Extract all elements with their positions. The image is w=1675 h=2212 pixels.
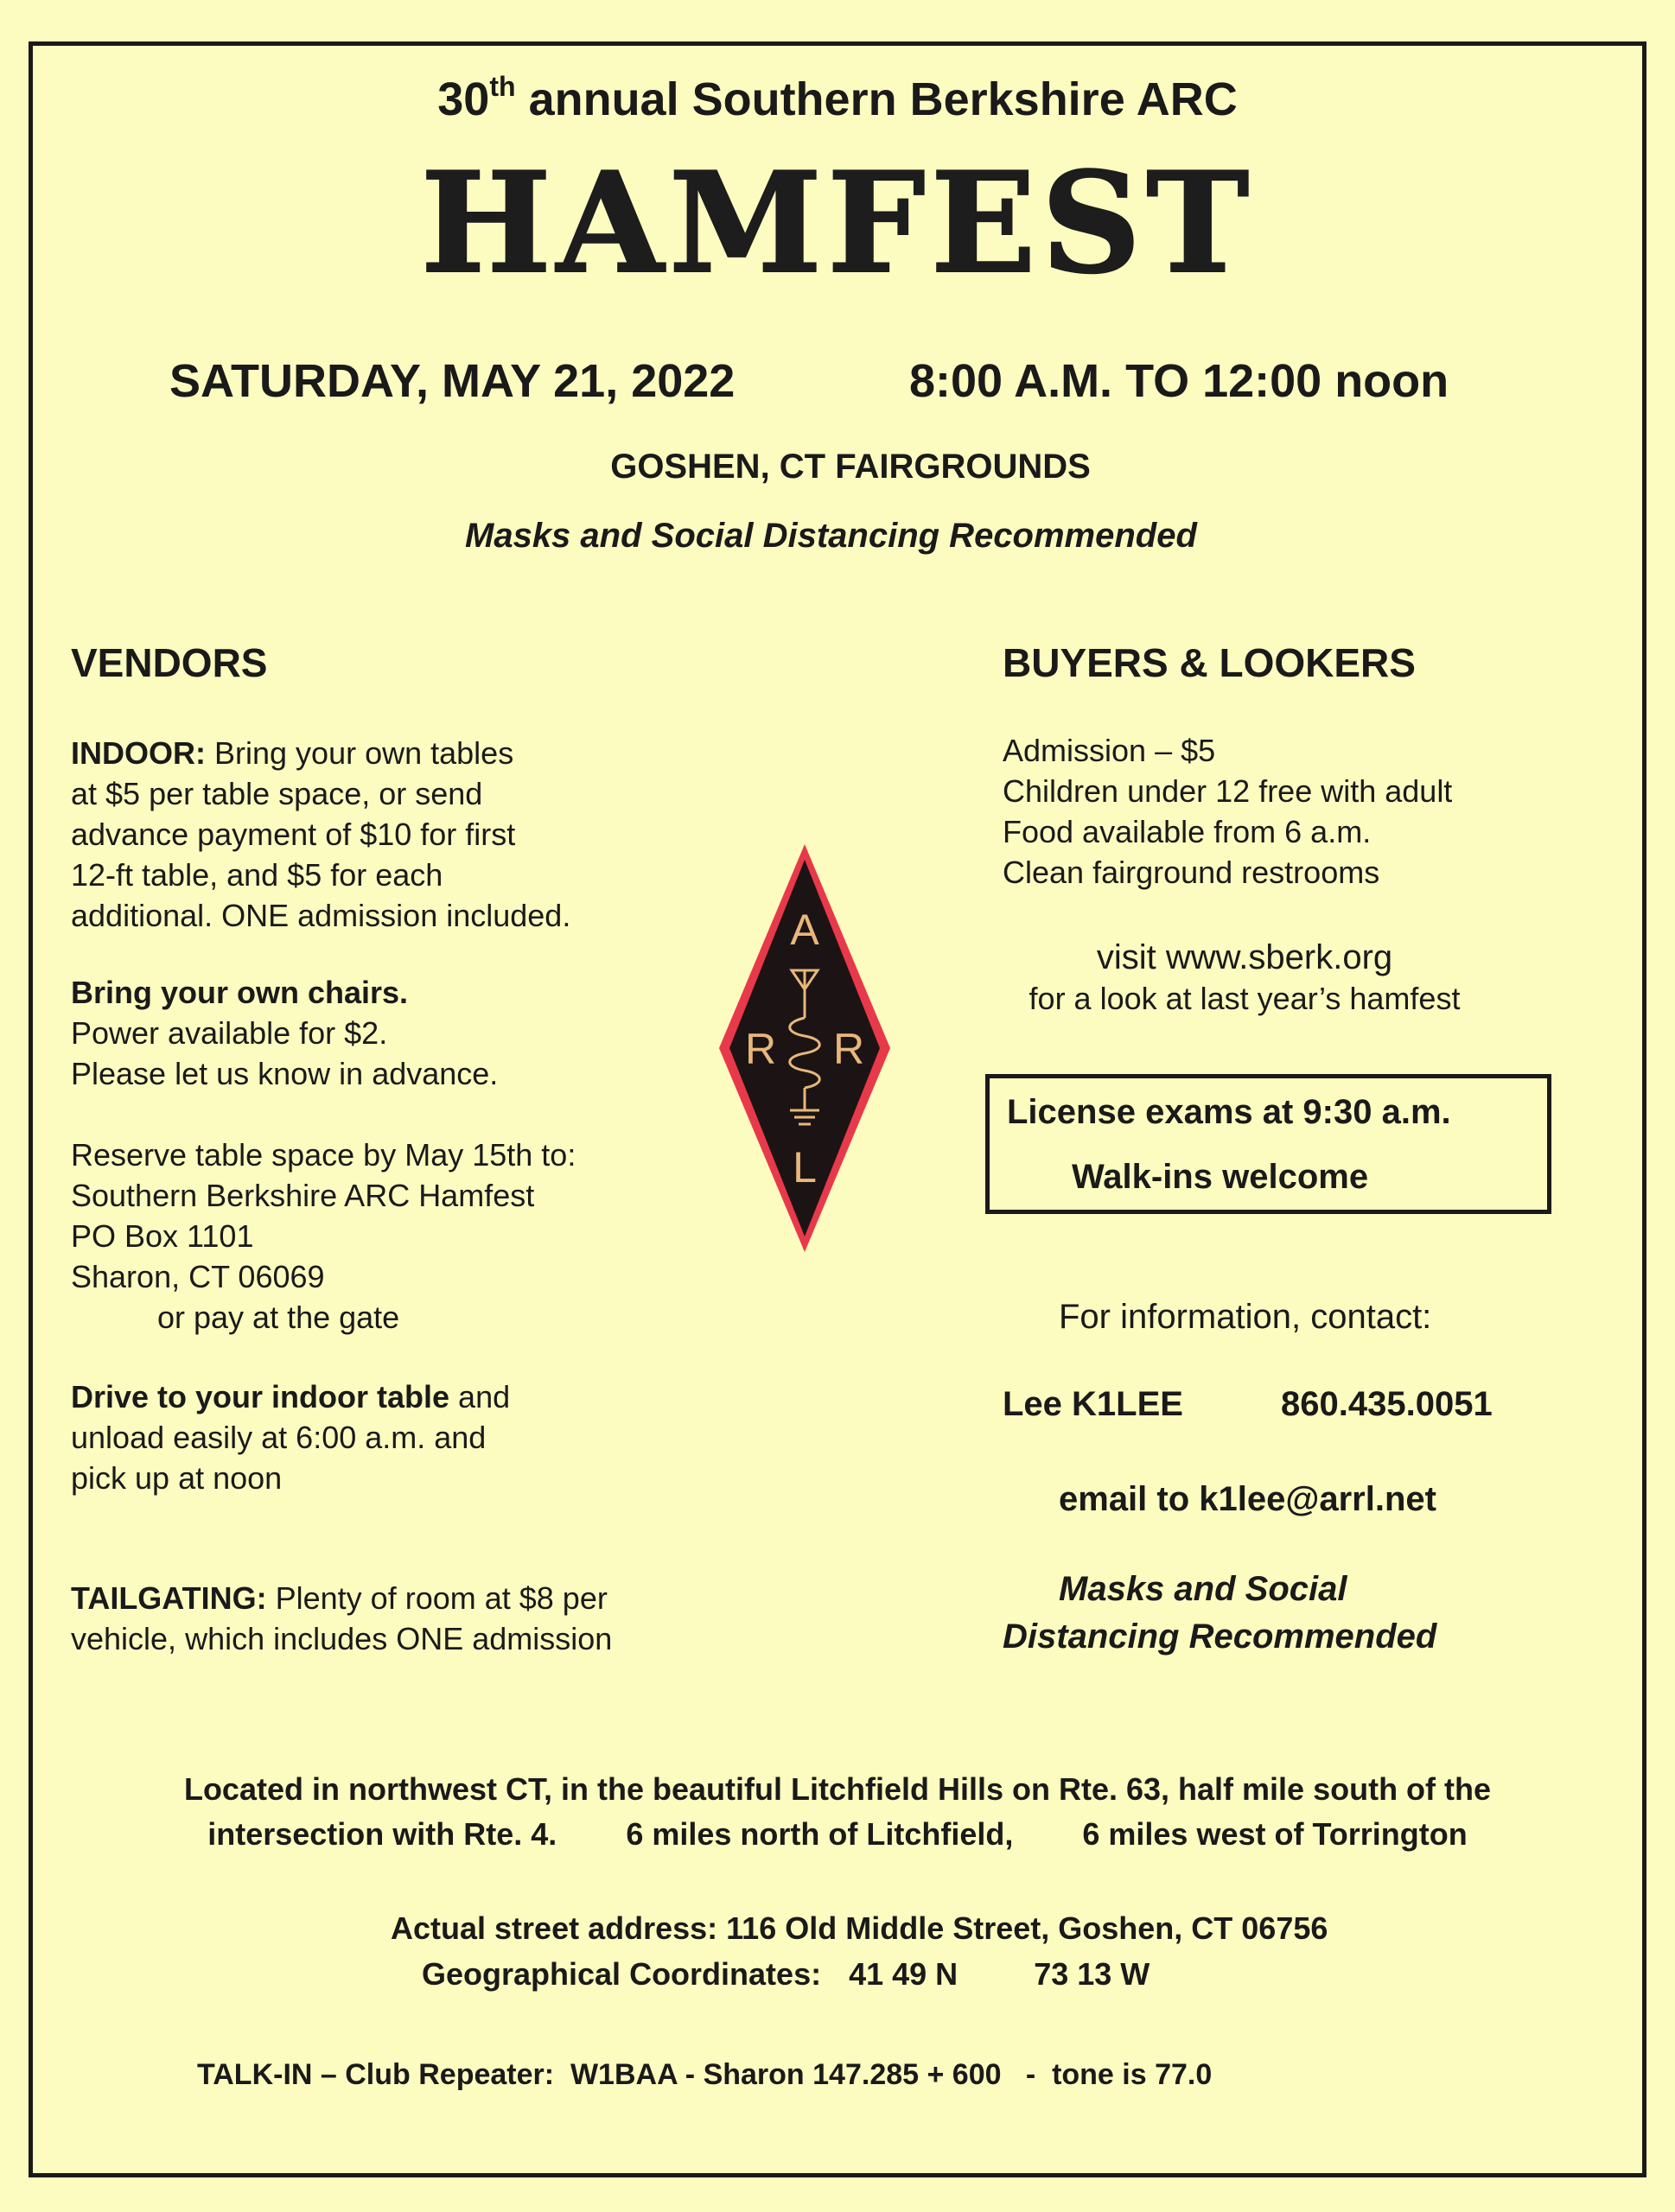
reserve-line: Reserve table space by May 15th to: [71, 1137, 576, 1173]
list-item: Clean fairground restrooms [1003, 855, 1380, 890]
indoor-line: advance payment of $10 for first [71, 817, 516, 852]
logo-letter-a: A [790, 906, 819, 954]
drive-line: unload easily at 6:00 a.m. and [71, 1420, 487, 1455]
address-section [0, 1905, 1675, 1997]
club-name: annual Southern Berkshire ARC [528, 73, 1238, 125]
contact-phone: 860.435.0051 [1281, 1385, 1493, 1423]
logo-letter-r-right: R [832, 1025, 865, 1073]
club-line [0, 71, 1675, 126]
reserve-line: PO Box 1101 [71, 1218, 254, 1254]
page-title: HAMFEST [420, 142, 1255, 304]
coords-label: Geographical Coordinates: [422, 1956, 822, 1992]
indoor-section [71, 733, 693, 936]
chairs-label: Bring your own chairs. [71, 975, 409, 1010]
list-item: Children under 12 free with adult [1003, 773, 1453, 809]
location-intersection: intersection with Rte. 4. [207, 1816, 557, 1852]
buyers-list [1003, 730, 1452, 893]
tailgating-line: vehicle, which includes ONE admission [71, 1621, 613, 1656]
indoor-line: at $5 per table space, or send [71, 776, 483, 811]
location-litchfield: 6 miles north of Litchfield, [626, 1816, 1014, 1852]
location-line: Located in northwest CT, in the beautiful Litchfield Hills on Rte. 63, half mile south of the [183, 1771, 1492, 1807]
logo-letter-l: L [793, 1143, 817, 1192]
event-venue: GOSHEN, CT FAIRGROUNDS [610, 448, 1091, 486]
reserve-line: Southern Berkshire ARC Hamfest [71, 1178, 535, 1213]
drive-section [71, 1376, 693, 1498]
buyers-heading: BUYERS & LOOKERS [1003, 640, 1416, 685]
tailgating-rest: Plenty of room at $8 per [266, 1580, 608, 1616]
visit-section [1003, 936, 1487, 1019]
arrl-logo [716, 841, 894, 1255]
drive-label: Drive to your indoor table [71, 1379, 450, 1414]
location-torrington: 6 miles west of Torrington [1082, 1816, 1468, 1852]
visit-caption: for a look at last year’s hamfest [1029, 981, 1461, 1016]
masks-notice-bottom [1003, 1566, 1436, 1661]
list-item: Food available from 6 a.m. [1003, 814, 1372, 849]
indoor-line: 12-ft table, and $5 for each [71, 857, 443, 893]
tailgating-section [71, 1578, 728, 1659]
logo-letter-r-left: R [744, 1025, 777, 1073]
license-exam-box [985, 1074, 1551, 1214]
masks-line: Distancing Recommended [1003, 1618, 1437, 1656]
reserve-line: Sharon, CT 06069 [71, 1259, 325, 1294]
reserve-section [71, 1135, 693, 1338]
contact-email[interactable]: email to k1lee@arrl.net [1059, 1480, 1436, 1518]
reserve-gate: or pay at the gate [157, 1300, 400, 1335]
walk-ins: Walk-ins welcome [1072, 1158, 1369, 1196]
indoor-label: INDOOR: [71, 735, 206, 771]
masks-notice: Masks and Social Distancing Recommended [465, 517, 1197, 555]
contact-name: Lee K1LEE [1003, 1385, 1183, 1423]
chairs-section [71, 972, 693, 1094]
event-date: SATURDAY, MAY 21, 2022 [169, 355, 736, 407]
indoor-line: additional. ONE admission included. [71, 898, 571, 933]
list-item: Admission – $5 [1003, 733, 1216, 768]
coords-west: 73 13 W [1034, 1956, 1150, 1992]
chairs-line: Please let us know in advance. [71, 1056, 499, 1091]
talk-in-info: TALK-IN – Club Repeater: W1BAA - Sharon 147.285 + 600 - tone is 77.0 [197, 2058, 1213, 2091]
edition-suffix: th [489, 71, 516, 102]
contact-heading: For information, contact: [1059, 1298, 1432, 1336]
exam-time: License exams at 9:30 a.m. [1007, 1093, 1451, 1131]
masks-line: Masks and Social [1059, 1570, 1347, 1608]
street-address: Actual street address: 116 Old Middle Street, Goshen, CT 06756 [391, 1910, 1328, 1946]
vendors-heading: VENDORS [71, 640, 268, 685]
drive-line: pick up at noon [71, 1460, 283, 1496]
chairs-line: Power available for $2. [71, 1015, 388, 1051]
location-section [0, 1767, 1675, 1857]
tailgating-label: TAILGATING: [71, 1580, 267, 1616]
event-time: 8:00 A.M. TO 12:00 noon [909, 355, 1449, 407]
indoor-line: Bring your own tables [214, 735, 514, 771]
coords-north: 41 49 N [849, 1956, 959, 1992]
website-link[interactable]: visit www.sberk.org [1096, 938, 1393, 976]
edition-number: 30 [437, 73, 490, 125]
drive-rest: and [449, 1379, 511, 1414]
